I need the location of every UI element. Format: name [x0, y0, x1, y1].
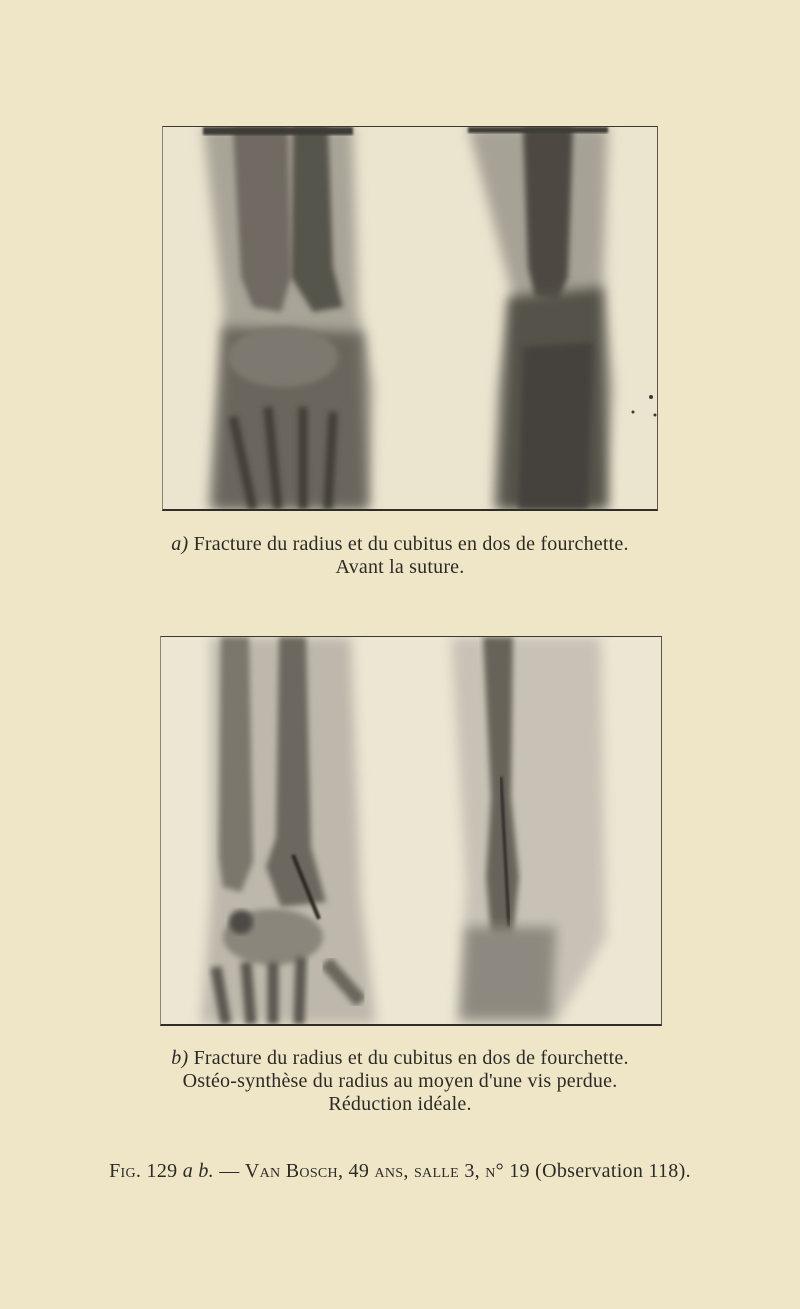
- xray-plate-a: [162, 126, 658, 511]
- caption-a-line1: [0, 533, 800, 556]
- caption-a-marker: a): [171, 533, 189, 555]
- figure-parts: a b.: [182, 1160, 214, 1182]
- figure-dash: —: [219, 1160, 240, 1182]
- caption-b-text: Fracture du radius et du cubitus en dos de fourchette.: [193, 1047, 629, 1069]
- caption-a-line2: Avant la suture.: [335, 556, 465, 578]
- figure-label: Fig.: [109, 1160, 142, 1182]
- caption-a-text: Fracture du radius et du cubitus en dos de fourchette.: [193, 533, 629, 555]
- figure-caption: [0, 1160, 800, 1183]
- caption-b-line1: [0, 1047, 800, 1070]
- patient-info: Van Bosch, 49 ans, salle 3, n° 19: [244, 1160, 530, 1182]
- observation-ref: (Observation 118).: [535, 1160, 691, 1182]
- xray-image-after-suture: [161, 637, 661, 1024]
- xray-image-before-suture: [163, 127, 657, 509]
- caption-b-marker: b): [171, 1047, 189, 1069]
- xray-plate-b: [160, 636, 662, 1026]
- caption-a: [0, 533, 800, 579]
- caption-b-line3: Réduction idéale.: [328, 1093, 472, 1115]
- caption-b: [0, 1047, 800, 1116]
- figure-number: 129: [146, 1160, 178, 1182]
- caption-b-line2: Ostéo-synthèse du radius au moyen d'une vis perdue.: [182, 1070, 618, 1092]
